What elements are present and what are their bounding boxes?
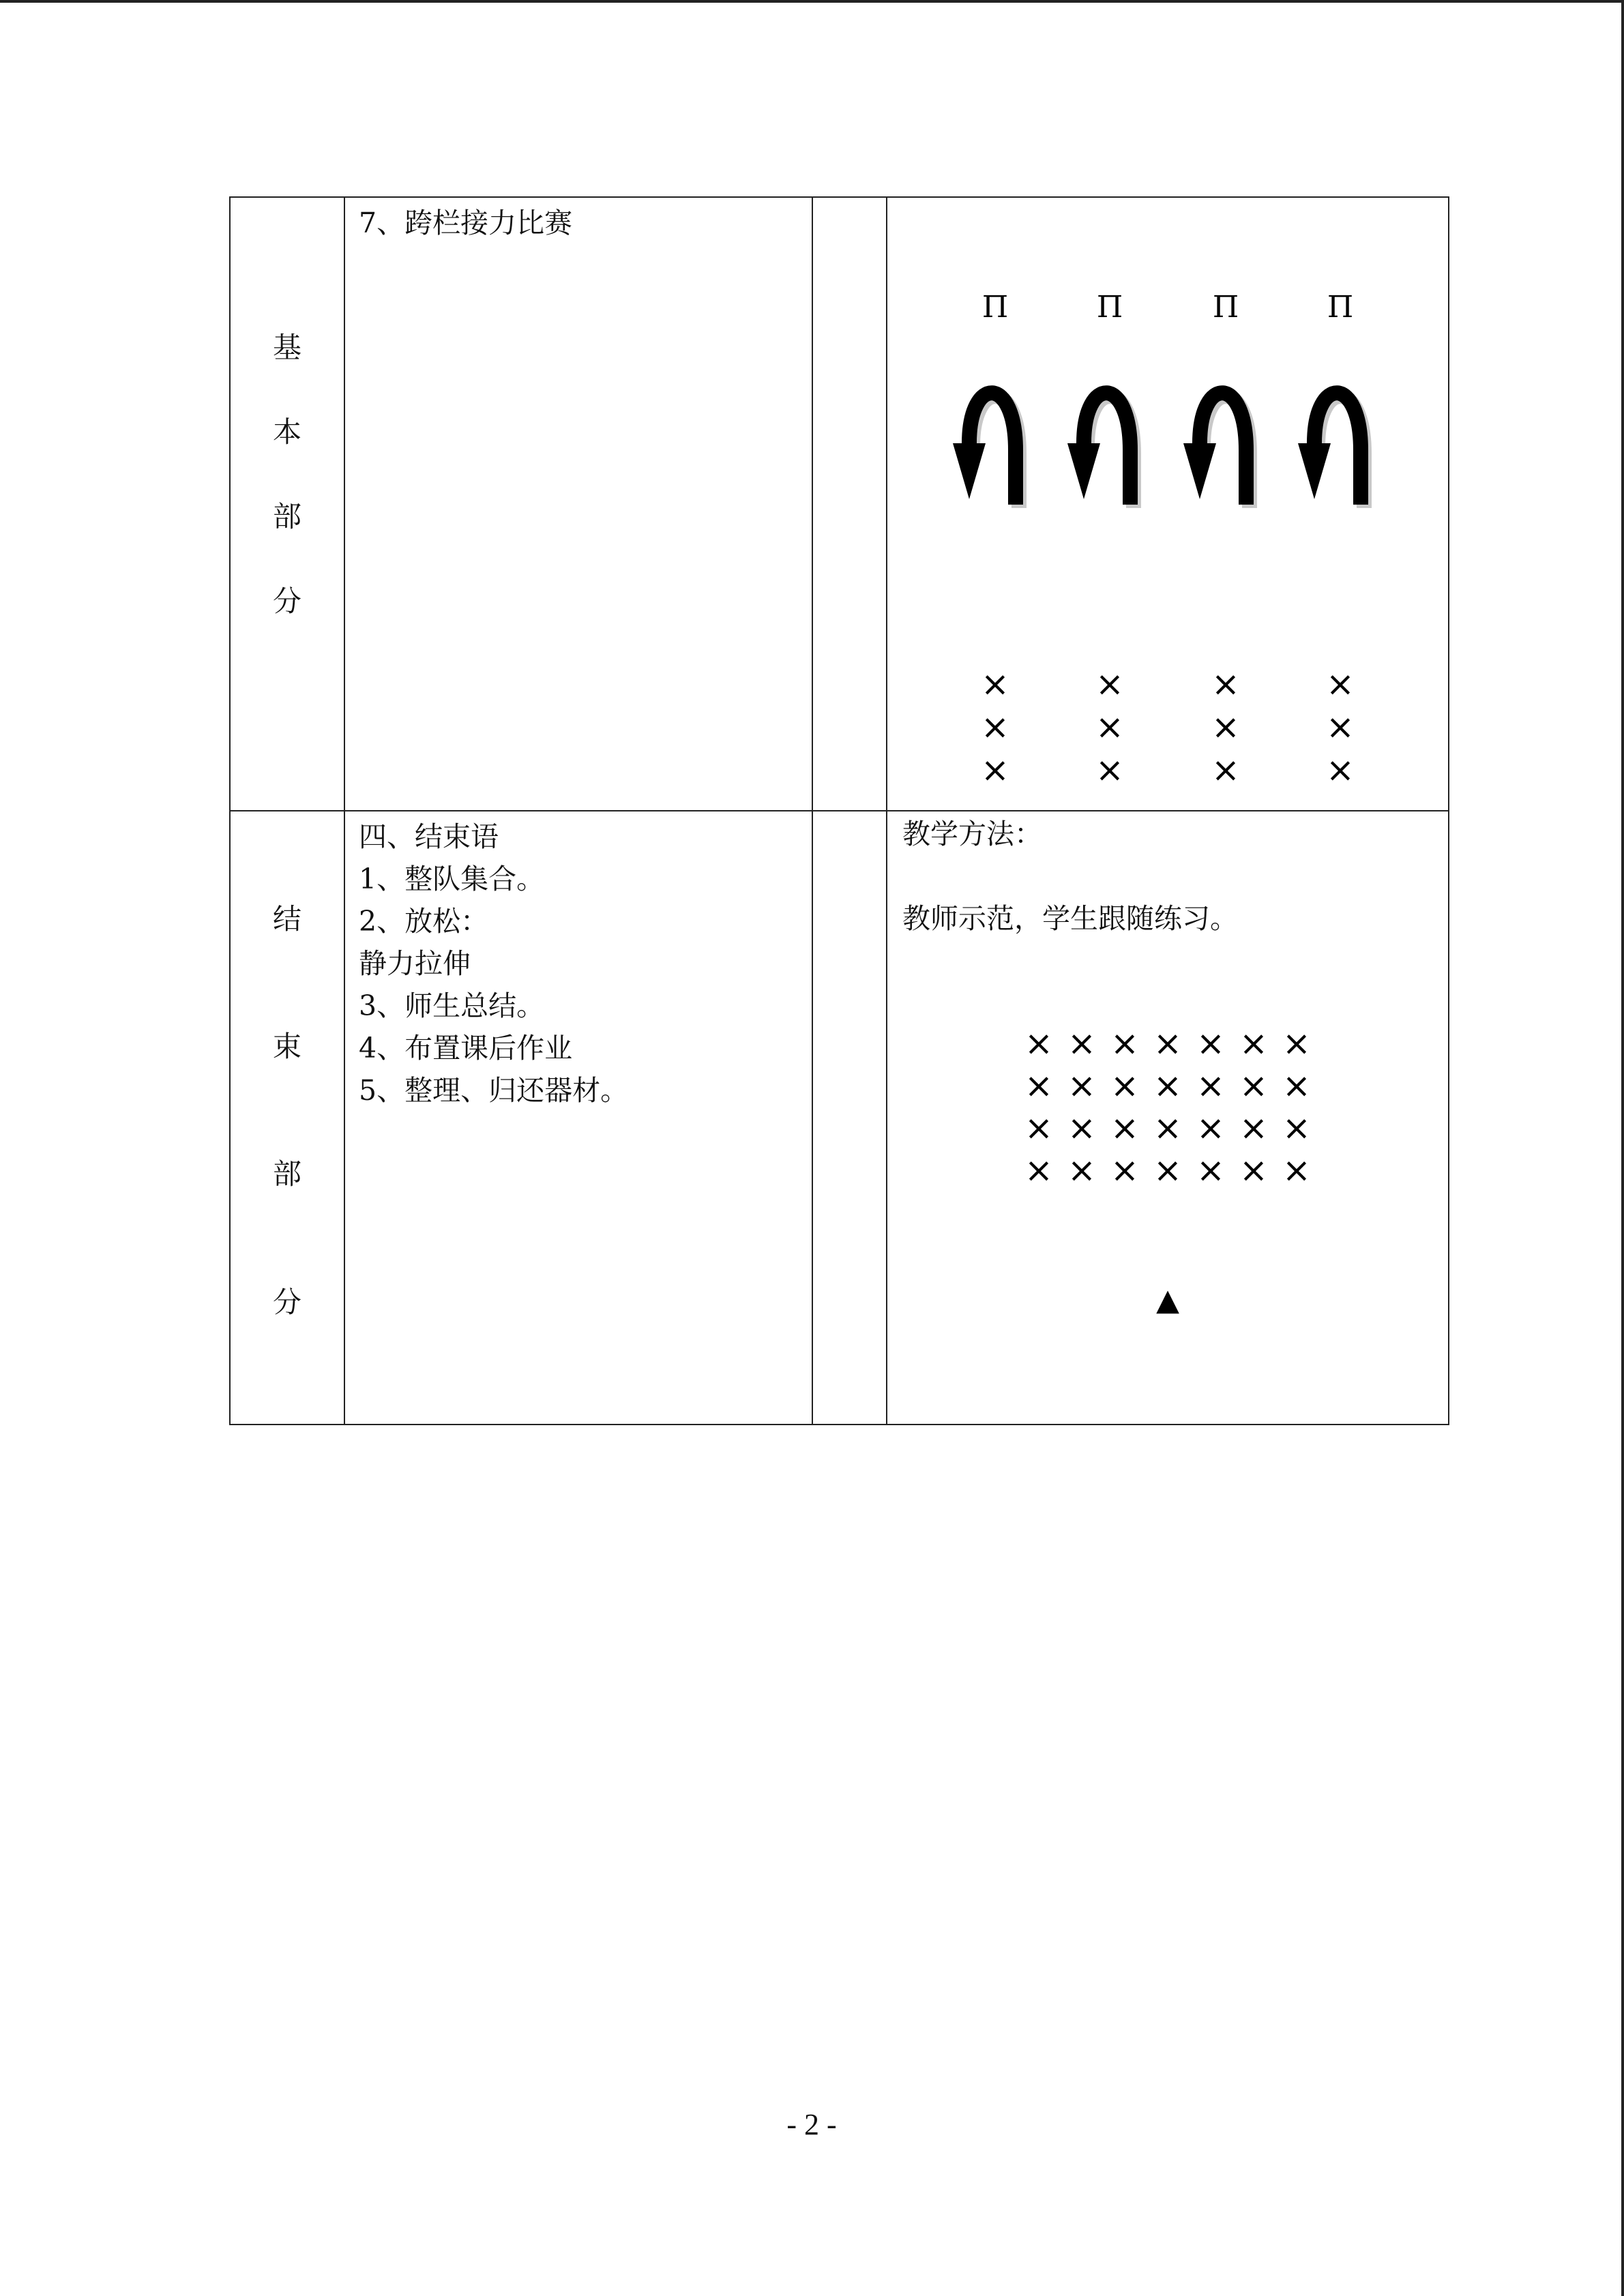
student-marker: ×: [1110, 1150, 1139, 1190]
student-marker: ×: [1282, 1150, 1311, 1190]
student-marker: ×: [1095, 664, 1124, 704]
student-marker: ×: [1067, 1150, 1096, 1190]
student-marker: ×: [1110, 1024, 1139, 1063]
student-marker: ×: [1282, 1024, 1311, 1063]
teacher-marker-icon: ▲: [1156, 1283, 1179, 1317]
student-marker: ×: [1024, 1066, 1053, 1105]
student-marker: ×: [1239, 1066, 1268, 1105]
table-row-ending-part: [230, 811, 1449, 1425]
content-cell-ending: [344, 811, 812, 1425]
time-cell-basic: [812, 197, 887, 811]
section-char: 结: [272, 902, 301, 936]
student-marker: ×: [1095, 750, 1124, 790]
section-char: 部: [272, 1157, 301, 1191]
student-marker: ×: [1211, 750, 1240, 790]
content-line: 5、整理、归还器材。: [359, 1074, 629, 1107]
page-number: - 2 -: [786, 2108, 837, 2141]
student-marker: ×: [1326, 664, 1355, 704]
time-cell-ending: [812, 811, 887, 1425]
section-char: 分: [272, 584, 301, 618]
student-marker: ×: [1239, 1024, 1268, 1063]
u-turn-arrow-icon: [1298, 393, 1364, 508]
student-marker: ×: [1282, 1066, 1311, 1105]
page-top-border: [0, 0, 1624, 3]
section-cell-ending: [230, 811, 344, 1425]
lesson-plan-table: [229, 196, 1449, 1425]
section-char: 部: [272, 500, 301, 533]
content-list-basic: [345, 198, 812, 244]
u-turn-arrow-icon: [953, 393, 1019, 508]
section-char: 分: [272, 1285, 301, 1319]
student-marker: ×: [1067, 1108, 1096, 1148]
student-marker: ×: [981, 750, 1009, 790]
student-marker: ×: [1196, 1066, 1225, 1105]
student-marker: ×: [1110, 1108, 1139, 1148]
method-title: 教学方法：: [902, 818, 1042, 850]
student-marker: ×: [1024, 1108, 1053, 1148]
student-marker: ×: [1024, 1150, 1053, 1190]
student-marker: ×: [1326, 707, 1355, 747]
hurdle-icon: Π: [981, 290, 1009, 325]
student-marker: ×: [1211, 707, 1240, 747]
table-row-basic-part: [230, 197, 1449, 811]
hurdle-icon: Π: [1327, 290, 1354, 325]
hurdle-relay-diagram: [887, 198, 1448, 810]
student-marker: ×: [1153, 1024, 1182, 1063]
u-turn-arrow-icon: [1183, 393, 1250, 508]
student-marker: ×: [1326, 750, 1355, 790]
page-right-border: [1621, 0, 1624, 2296]
content-line: 2、放松：: [359, 905, 489, 938]
student-marker: ×: [1153, 1108, 1182, 1148]
closing-formation-diagram: [887, 811, 1448, 1424]
student-marker: ×: [1196, 1024, 1225, 1063]
section-cell-basic: [230, 197, 344, 811]
student-marker: ×: [1153, 1150, 1182, 1190]
student-marker: ×: [1282, 1108, 1311, 1148]
student-marker: ×: [981, 707, 1009, 747]
student-marker: ×: [1239, 1150, 1268, 1190]
hurdle-icon: Π: [1212, 290, 1239, 325]
student-marker: ×: [1196, 1108, 1225, 1148]
student-marker: ×: [1153, 1066, 1182, 1105]
content-line: 四、结束语: [359, 820, 499, 853]
method-description: 教师示范，学生跟随练习。: [902, 902, 1238, 935]
content-list-ending: [345, 811, 812, 1112]
student-marker: ×: [1239, 1108, 1268, 1148]
hurdle-icon: Π: [1096, 290, 1123, 325]
student-marker: ×: [1024, 1024, 1053, 1063]
content-cell-basic: [344, 197, 812, 811]
section-char: 基: [272, 331, 301, 364]
content-line: 静力拉伸: [359, 947, 471, 980]
student-marker: ×: [981, 664, 1009, 704]
u-turn-arrow-icon: [1067, 393, 1134, 508]
organization-cell-basic: [887, 197, 1449, 811]
section-char: 本: [272, 415, 301, 449]
content-line: 7、跨栏接力比赛: [359, 207, 573, 239]
student-marker: ×: [1067, 1066, 1096, 1105]
section-char: 束: [272, 1030, 301, 1063]
student-marker: ×: [1110, 1066, 1139, 1105]
content-line: 1、整队集合。: [359, 863, 545, 895]
student-marker: ×: [1067, 1024, 1096, 1063]
student-marker: ×: [1211, 664, 1240, 704]
student-marker: ×: [1095, 707, 1124, 747]
organization-cell-ending: [887, 811, 1449, 1425]
content-line: 3、师生总结。: [359, 989, 545, 1022]
content-line: 4、布置课后作业: [359, 1032, 573, 1064]
student-marker: ×: [1196, 1150, 1225, 1190]
